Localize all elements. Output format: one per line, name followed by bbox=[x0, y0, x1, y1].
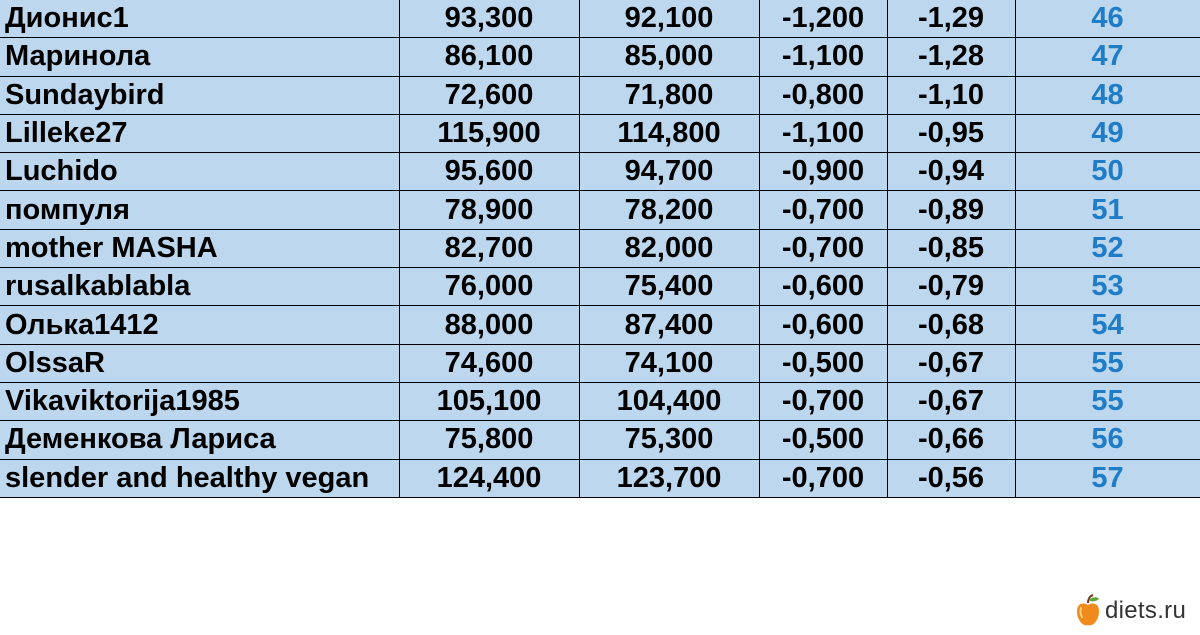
apple-icon bbox=[1075, 594, 1101, 628]
start-weight-cell: 105,100 bbox=[399, 382, 579, 420]
current-weight-cell: 123,700 bbox=[579, 459, 759, 497]
table-row bbox=[0, 76, 1200, 114]
participant-name-cell: OlssaR bbox=[0, 344, 399, 382]
current-weight-cell: 78,200 bbox=[579, 191, 759, 229]
rank-cell: 55 bbox=[1015, 344, 1200, 382]
table-row bbox=[0, 0, 1200, 38]
percent-change-cell: -0,67 bbox=[887, 382, 1015, 420]
participant-name-cell: slender and healthy vegan bbox=[0, 459, 399, 497]
current-weight-cell: 94,700 bbox=[579, 153, 759, 191]
rank-cell: 55 bbox=[1015, 382, 1200, 420]
rank-cell: 49 bbox=[1015, 114, 1200, 152]
participant-name-cell: Деменкова Лариса bbox=[0, 421, 399, 459]
start-weight-cell: 115,900 bbox=[399, 114, 579, 152]
percent-change-cell: -0,56 bbox=[887, 459, 1015, 497]
weight-change-cell: -0,700 bbox=[759, 382, 887, 420]
start-weight-cell: 93,300 bbox=[399, 0, 579, 38]
weight-change-cell: -1,100 bbox=[759, 114, 887, 152]
rank-cell: 47 bbox=[1015, 38, 1200, 76]
start-weight-cell: 78,900 bbox=[399, 191, 579, 229]
weight-change-cell: -0,600 bbox=[759, 268, 887, 306]
weight-change-cell: -0,700 bbox=[759, 191, 887, 229]
table-row bbox=[0, 459, 1200, 497]
table-row bbox=[0, 38, 1200, 76]
rank-cell: 48 bbox=[1015, 76, 1200, 114]
percent-change-cell: -1,10 bbox=[887, 76, 1015, 114]
table-row bbox=[0, 114, 1200, 152]
participant-name-cell: Vikaviktorija1985 bbox=[0, 382, 399, 420]
rank-cell: 51 bbox=[1015, 191, 1200, 229]
participant-name-cell: rusalkablabla bbox=[0, 268, 399, 306]
start-weight-cell: 74,600 bbox=[399, 344, 579, 382]
participant-name-cell: mother MASHA bbox=[0, 229, 399, 267]
table-row bbox=[0, 382, 1200, 420]
current-weight-cell: 71,800 bbox=[579, 76, 759, 114]
start-weight-cell: 88,000 bbox=[399, 306, 579, 344]
weight-change-cell: -0,600 bbox=[759, 306, 887, 344]
start-weight-cell: 75,800 bbox=[399, 421, 579, 459]
weight-change-cell: -0,900 bbox=[759, 153, 887, 191]
start-weight-cell: 82,700 bbox=[399, 229, 579, 267]
table-row bbox=[0, 191, 1200, 229]
rank-cell: 46 bbox=[1015, 0, 1200, 38]
table-row bbox=[0, 153, 1200, 191]
percent-change-cell: -0,85 bbox=[887, 229, 1015, 267]
current-weight-cell: 82,000 bbox=[579, 229, 759, 267]
percent-change-cell: -0,95 bbox=[887, 114, 1015, 152]
table-row bbox=[0, 344, 1200, 382]
rank-cell: 54 bbox=[1015, 306, 1200, 344]
rank-cell: 53 bbox=[1015, 268, 1200, 306]
percent-change-cell: -0,67 bbox=[887, 344, 1015, 382]
weight-change-cell: -0,500 bbox=[759, 344, 887, 382]
participant-name-cell: Дионис1 bbox=[0, 0, 399, 38]
percent-change-cell: -0,68 bbox=[887, 306, 1015, 344]
participant-name-cell: помпуля bbox=[0, 191, 399, 229]
start-weight-cell: 76,000 bbox=[399, 268, 579, 306]
percent-change-cell: -0,89 bbox=[887, 191, 1015, 229]
current-weight-cell: 75,400 bbox=[579, 268, 759, 306]
weight-change-cell: -0,700 bbox=[759, 459, 887, 497]
start-weight-cell: 124,400 bbox=[399, 459, 579, 497]
weight-change-cell: -1,200 bbox=[759, 0, 887, 38]
percent-change-cell: -1,28 bbox=[887, 38, 1015, 76]
watermark-text: diets.ru bbox=[1105, 597, 1187, 624]
percent-change-cell: -0,66 bbox=[887, 421, 1015, 459]
weight-change-cell: -0,500 bbox=[759, 421, 887, 459]
rank-cell: 57 bbox=[1015, 459, 1200, 497]
table-row bbox=[0, 268, 1200, 306]
percent-change-cell: -1,29 bbox=[887, 0, 1015, 38]
participant-name-cell: Маринола bbox=[0, 38, 399, 76]
current-weight-cell: 85,000 bbox=[579, 38, 759, 76]
rank-cell: 50 bbox=[1015, 153, 1200, 191]
start-weight-cell: 72,600 bbox=[399, 76, 579, 114]
current-weight-cell: 87,400 bbox=[579, 306, 759, 344]
percent-change-cell: -0,79 bbox=[887, 268, 1015, 306]
participant-name-cell: Lilleke27 bbox=[0, 114, 399, 152]
weight-change-cell: -0,800 bbox=[759, 76, 887, 114]
table-row bbox=[0, 421, 1200, 459]
current-weight-cell: 92,100 bbox=[579, 0, 759, 38]
percent-change-cell: -0,94 bbox=[887, 153, 1015, 191]
weight-change-cell: -1,100 bbox=[759, 38, 887, 76]
diets-watermark[interactable] bbox=[1075, 592, 1186, 630]
participant-name-cell: Sundaybird bbox=[0, 76, 399, 114]
start-weight-cell: 86,100 bbox=[399, 38, 579, 76]
participant-name-cell: Олька1412 bbox=[0, 306, 399, 344]
start-weight-cell: 95,600 bbox=[399, 153, 579, 191]
current-weight-cell: 104,400 bbox=[579, 382, 759, 420]
weight-change-cell: -0,700 bbox=[759, 229, 887, 267]
rank-cell: 56 bbox=[1015, 421, 1200, 459]
current-weight-cell: 74,100 bbox=[579, 344, 759, 382]
rank-cell: 52 bbox=[1015, 229, 1200, 267]
table-row bbox=[0, 229, 1200, 267]
current-weight-cell: 114,800 bbox=[579, 114, 759, 152]
current-weight-cell: 75,300 bbox=[579, 421, 759, 459]
participant-name-cell: Luchido bbox=[0, 153, 399, 191]
table-row bbox=[0, 306, 1200, 344]
